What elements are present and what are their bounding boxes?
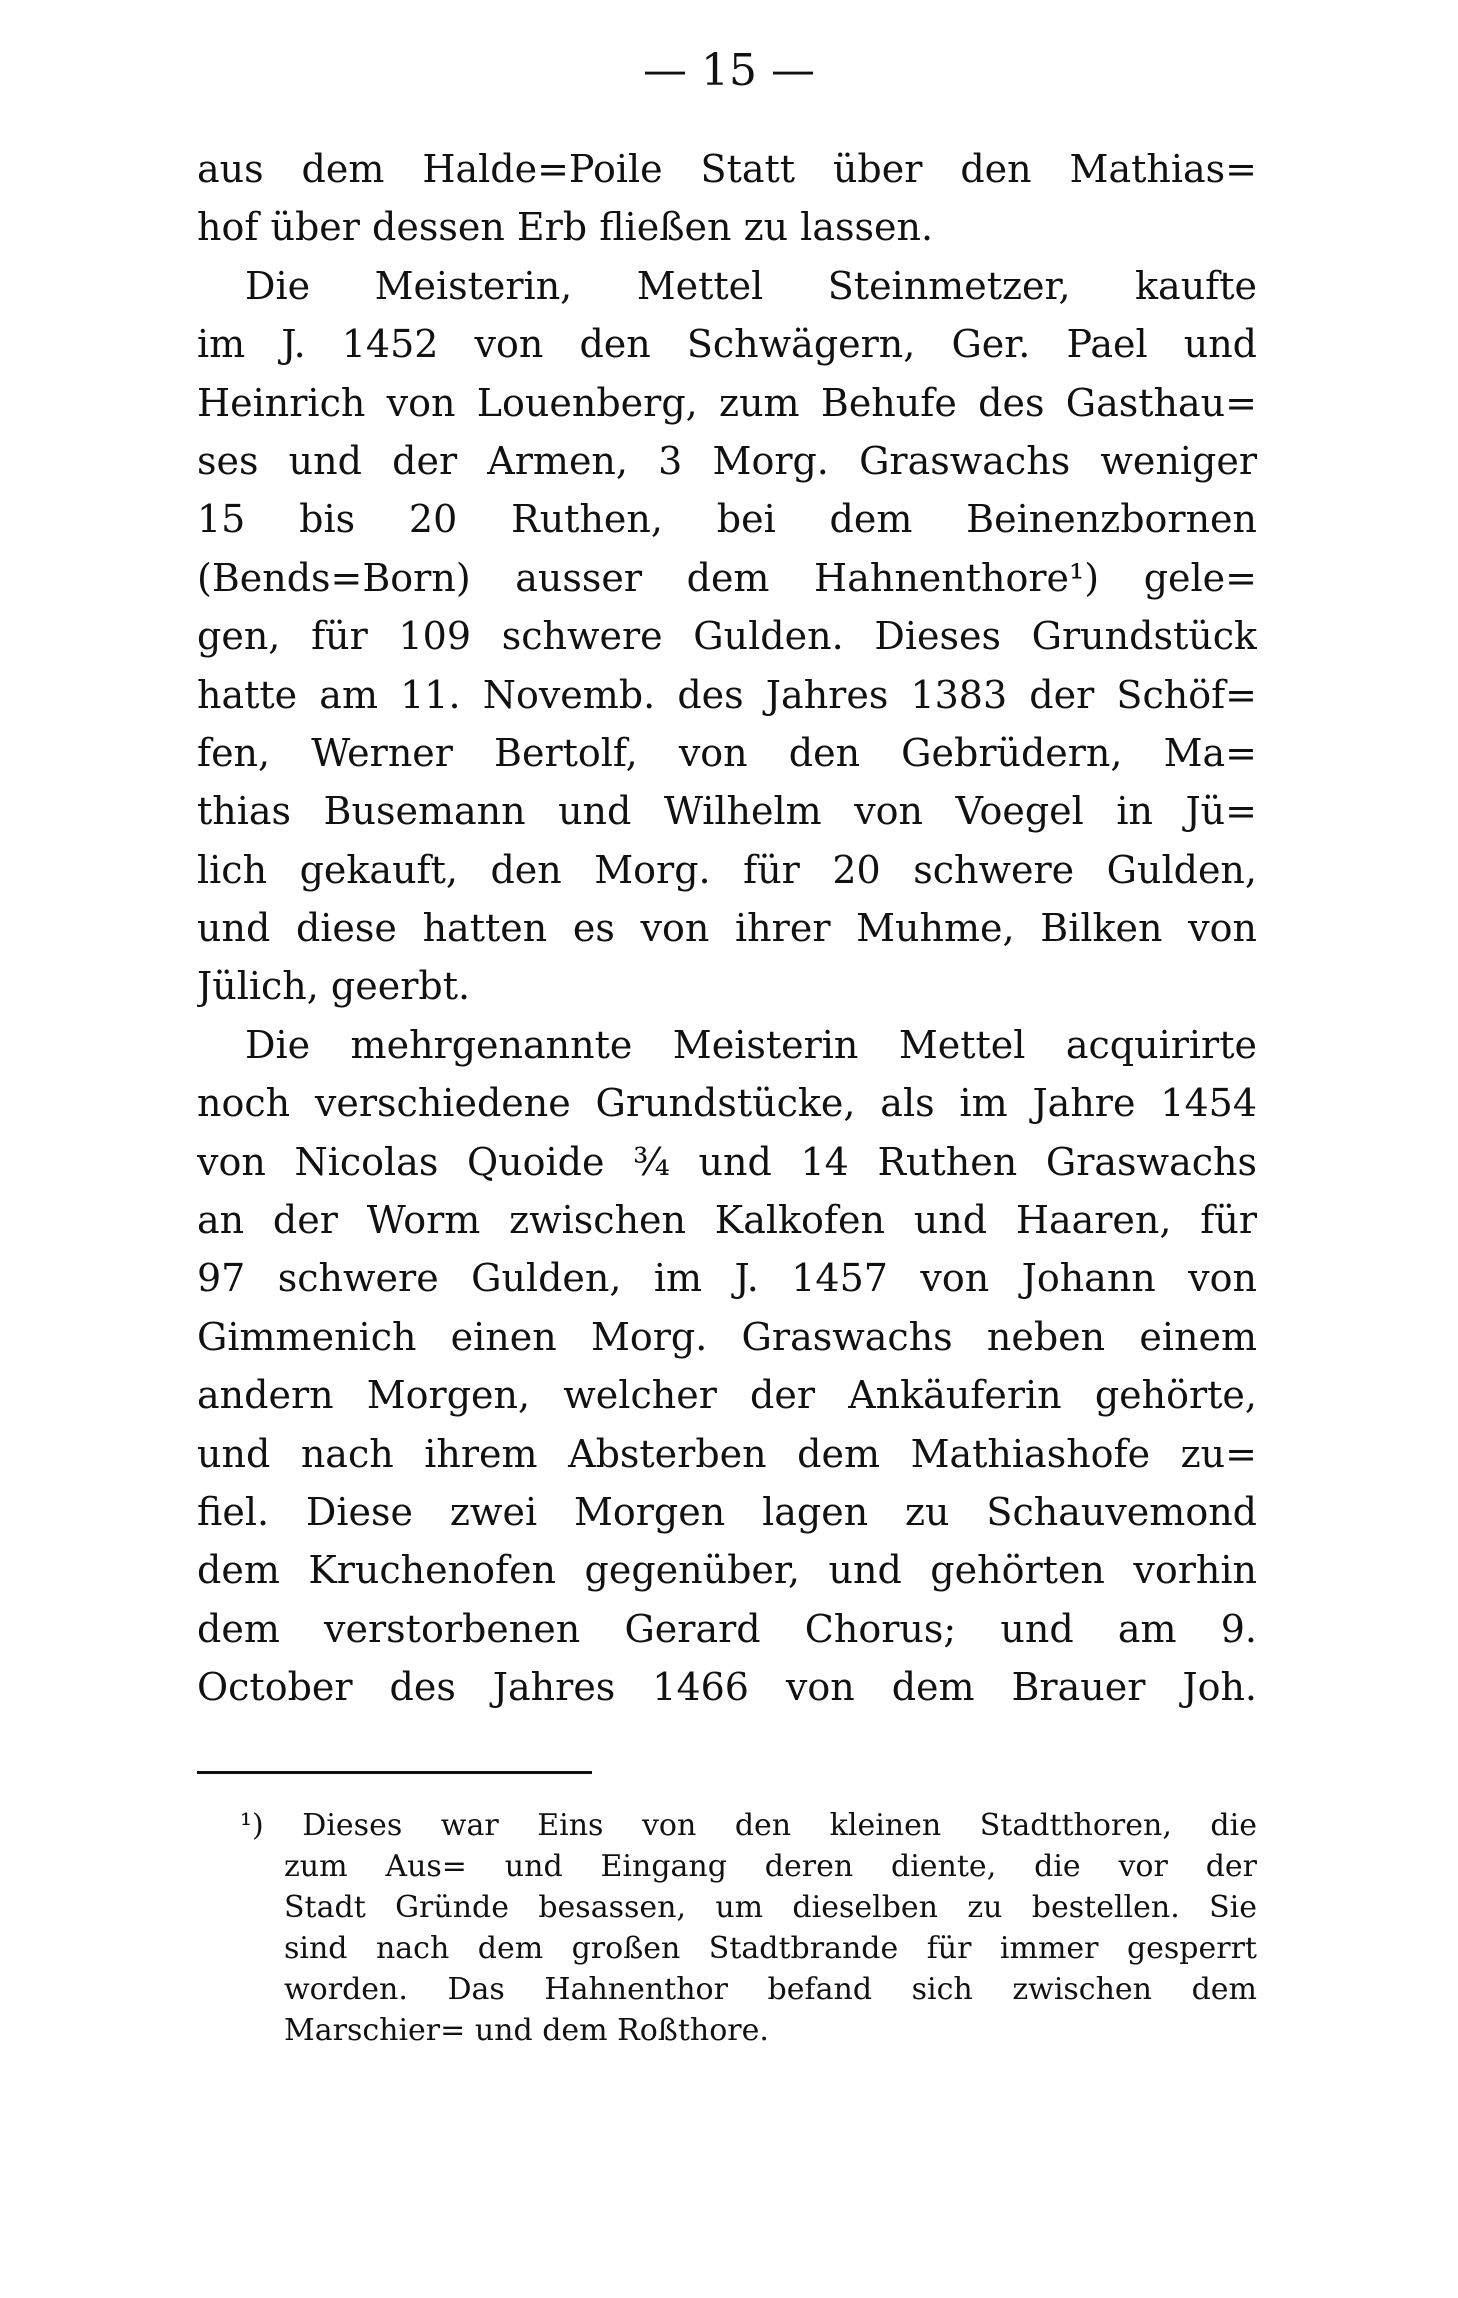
text-line: Heinrich von Louenberg, zum Behufe des Gasthau= bbox=[197, 380, 1257, 425]
text-line: dem verstorbenen Gerard Chorus; und am 9. bbox=[197, 1606, 1257, 1651]
text-line: aus dem Halde=Poile Statt über den Mathias= bbox=[197, 147, 1257, 191]
text-line: ses und der Armen, 3 Morg. Graswachs weniger bbox=[197, 438, 1257, 483]
text-line: fen, Werner Bertolf, von den Gebrüdern, Ma= bbox=[197, 730, 1257, 775]
text-line: Jülich, geerbt. bbox=[197, 964, 471, 1009]
text-line: dem Kruchenofen gegenüber, und gehörten vorhin bbox=[197, 1548, 1257, 1593]
text-line: thias Busemann und Wilhelm von Voegel in Jü= bbox=[197, 789, 1257, 834]
text-line: (Bends=Born) ausser dem Hahnenthore¹) gele= bbox=[197, 555, 1257, 600]
text-line: 97 schwere Gulden, im J. 1457 von Johann von bbox=[197, 1256, 1257, 1301]
page-number: — 15 — bbox=[643, 45, 815, 96]
text-line: fiel. Diese zwei Morgen lagen zu Schauvemond bbox=[197, 1489, 1257, 1534]
text-line: October des Jahres 1466 von dem Brauer Joh. bbox=[197, 1665, 1257, 1710]
text-line: im J. 1452 von den Schwägern, Ger. Pael und bbox=[197, 322, 1257, 367]
footnote-line: worden. Das Hahnenthor befand sich zwischen dem bbox=[284, 1972, 1257, 2007]
footnote-line: ¹) Dieses war Eins von den kleinen Stadtthoren, die bbox=[240, 1808, 1257, 1843]
text-line: Die mehrgenannte Meisterin Mettel acquirirte bbox=[245, 1022, 1257, 1067]
text-line: andern Morgen, welcher der Ankäuferin gehörte, bbox=[197, 1373, 1257, 1418]
text-line: und diese hatten es von ihrer Muhme, Bilken von bbox=[197, 906, 1257, 951]
footnote-line: zum Aus= und Eingang deren diente, die vor der bbox=[284, 1849, 1257, 1884]
text-line: und nach ihrem Absterben dem Mathiashofe zu= bbox=[197, 1431, 1257, 1476]
text-line: lich gekauft, den Morg. für 20 schwere Gulden, bbox=[197, 847, 1257, 892]
text-line: Die Meisterin, Mettel Steinmetzer, kaufte bbox=[245, 263, 1257, 308]
footnote-line: Stadt Gründe besassen, um dieselben zu bestellen. Sie bbox=[284, 1890, 1257, 1925]
text-line: noch verschiedene Grundstücke, als im Jahre 1454 bbox=[197, 1081, 1257, 1126]
body-text bbox=[197, 140, 1257, 1717]
footnote-line: Marschier= und dem Roßthore. bbox=[284, 2013, 769, 2048]
footnote-line: sind nach dem großen Stadtbrande für immer gesperrt bbox=[284, 1931, 1257, 1966]
text-line: gen, für 109 schwere Gulden. Dieses Grundstück bbox=[197, 614, 1257, 659]
footnote bbox=[240, 1805, 1257, 2051]
text-line: an der Worm zwischen Kalkofen und Haaren, für bbox=[197, 1198, 1257, 1243]
text-line: 15 bis 20 Ruthen, bei dem Beinenzbornen bbox=[197, 497, 1257, 542]
text-line: hatte am 11. Novemb. des Jahres 1383 der Schöf= bbox=[197, 672, 1257, 717]
footnote-separator bbox=[197, 1771, 592, 1774]
text-line: von Nicolas Quoide ¾ und 14 Ruthen Graswachs bbox=[197, 1139, 1257, 1184]
text-line: Gimmenich einen Morg. Graswachs neben einem bbox=[197, 1314, 1257, 1359]
text-line: hof über dessen Erb fließen zu lassen. bbox=[197, 205, 934, 250]
